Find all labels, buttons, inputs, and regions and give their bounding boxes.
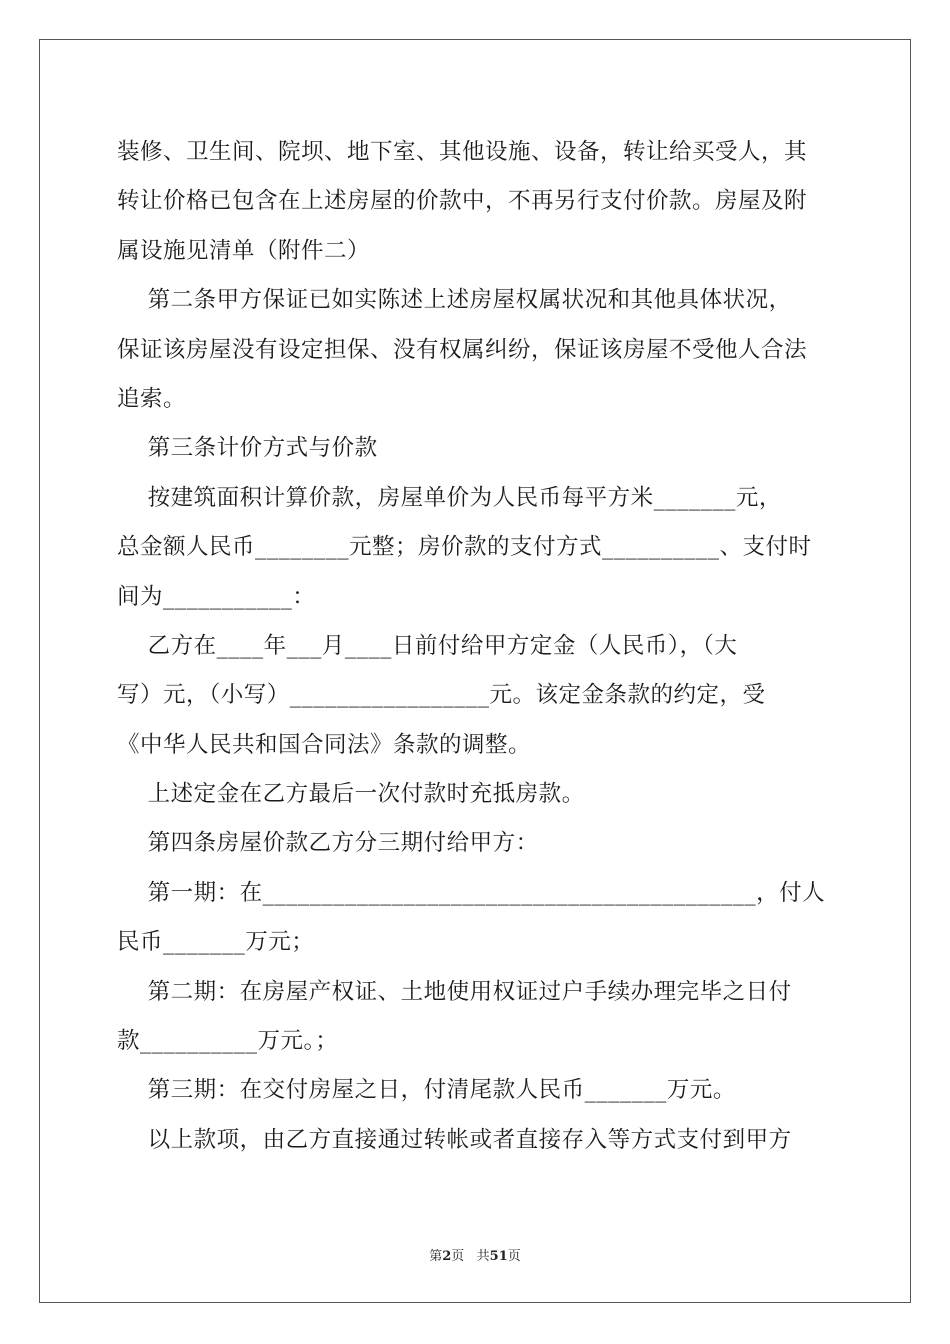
text-line: 以上款项，由乙方直接通过转帐或者直接存入等方式支付到甲方 <box>117 1126 792 1153</box>
text-line: 乙方在____年___月____日前付给甲方定金（人民币），（大 <box>117 632 738 659</box>
text-line: 保证该房屋没有设定担保、没有权属纠纷，保证该房屋不受他人合法 <box>117 336 808 363</box>
text-line: 追索。 <box>117 385 187 412</box>
text-line: 装修、卫生间、院坝、地下室、其他设施、设备，转让给买受人，其 <box>117 139 808 165</box>
text-line: 按建筑面积计算价款，房屋单价为人民币每平方米_______元， <box>117 484 782 511</box>
current-page-number: 2 <box>442 1249 452 1264</box>
text-line: 第二条甲方保证已如实陈述上述房屋权属状况和其他具体状况， <box>117 287 792 314</box>
text-line: 间为___________： <box>117 583 316 610</box>
text-line: 第四条房屋价款乙方分三期付给甲方： <box>117 830 539 857</box>
page-footer <box>0 1245 950 1264</box>
text-line: 第三期：在交付房屋之日，付清尾款人民币_______万元。 <box>117 1077 736 1104</box>
text-line: 转让价格已包含在上述房屋的价款中，不再另行支付价款。房屋及附 <box>117 188 808 215</box>
total-page-count: 51 <box>489 1249 508 1264</box>
text-line: 属设施见清单（附件二） <box>117 237 371 264</box>
footer-middle: 页 共 <box>451 1249 490 1264</box>
text-line: 民币_______万元； <box>117 929 315 956</box>
text-line: 写）元，（小写）_________________元。该定金条款的约定，受 <box>117 682 766 709</box>
text-line: 第二期：在房屋产权证、土地使用权证过户手续办理完毕之日付 <box>117 978 792 1005</box>
text-line: 第三条计价方式与价款 <box>117 435 378 462</box>
footer-suffix: 页 <box>507 1249 521 1264</box>
text-line: 上述定金在乙方最后一次付款时充抵房款。 <box>117 781 585 808</box>
document-body <box>117 128 837 1165</box>
text-line: 第一期：在__________________________________________，付人 <box>117 879 826 906</box>
footer-prefix: 第 <box>429 1249 443 1264</box>
text-line: 总金额人民币________元整；房价款的支付方式__________、支付时 <box>117 534 812 561</box>
text-line: 款__________万元。； <box>117 1028 339 1055</box>
text-line: 《中华人民共和国合同法》条款的调整。 <box>117 731 532 758</box>
